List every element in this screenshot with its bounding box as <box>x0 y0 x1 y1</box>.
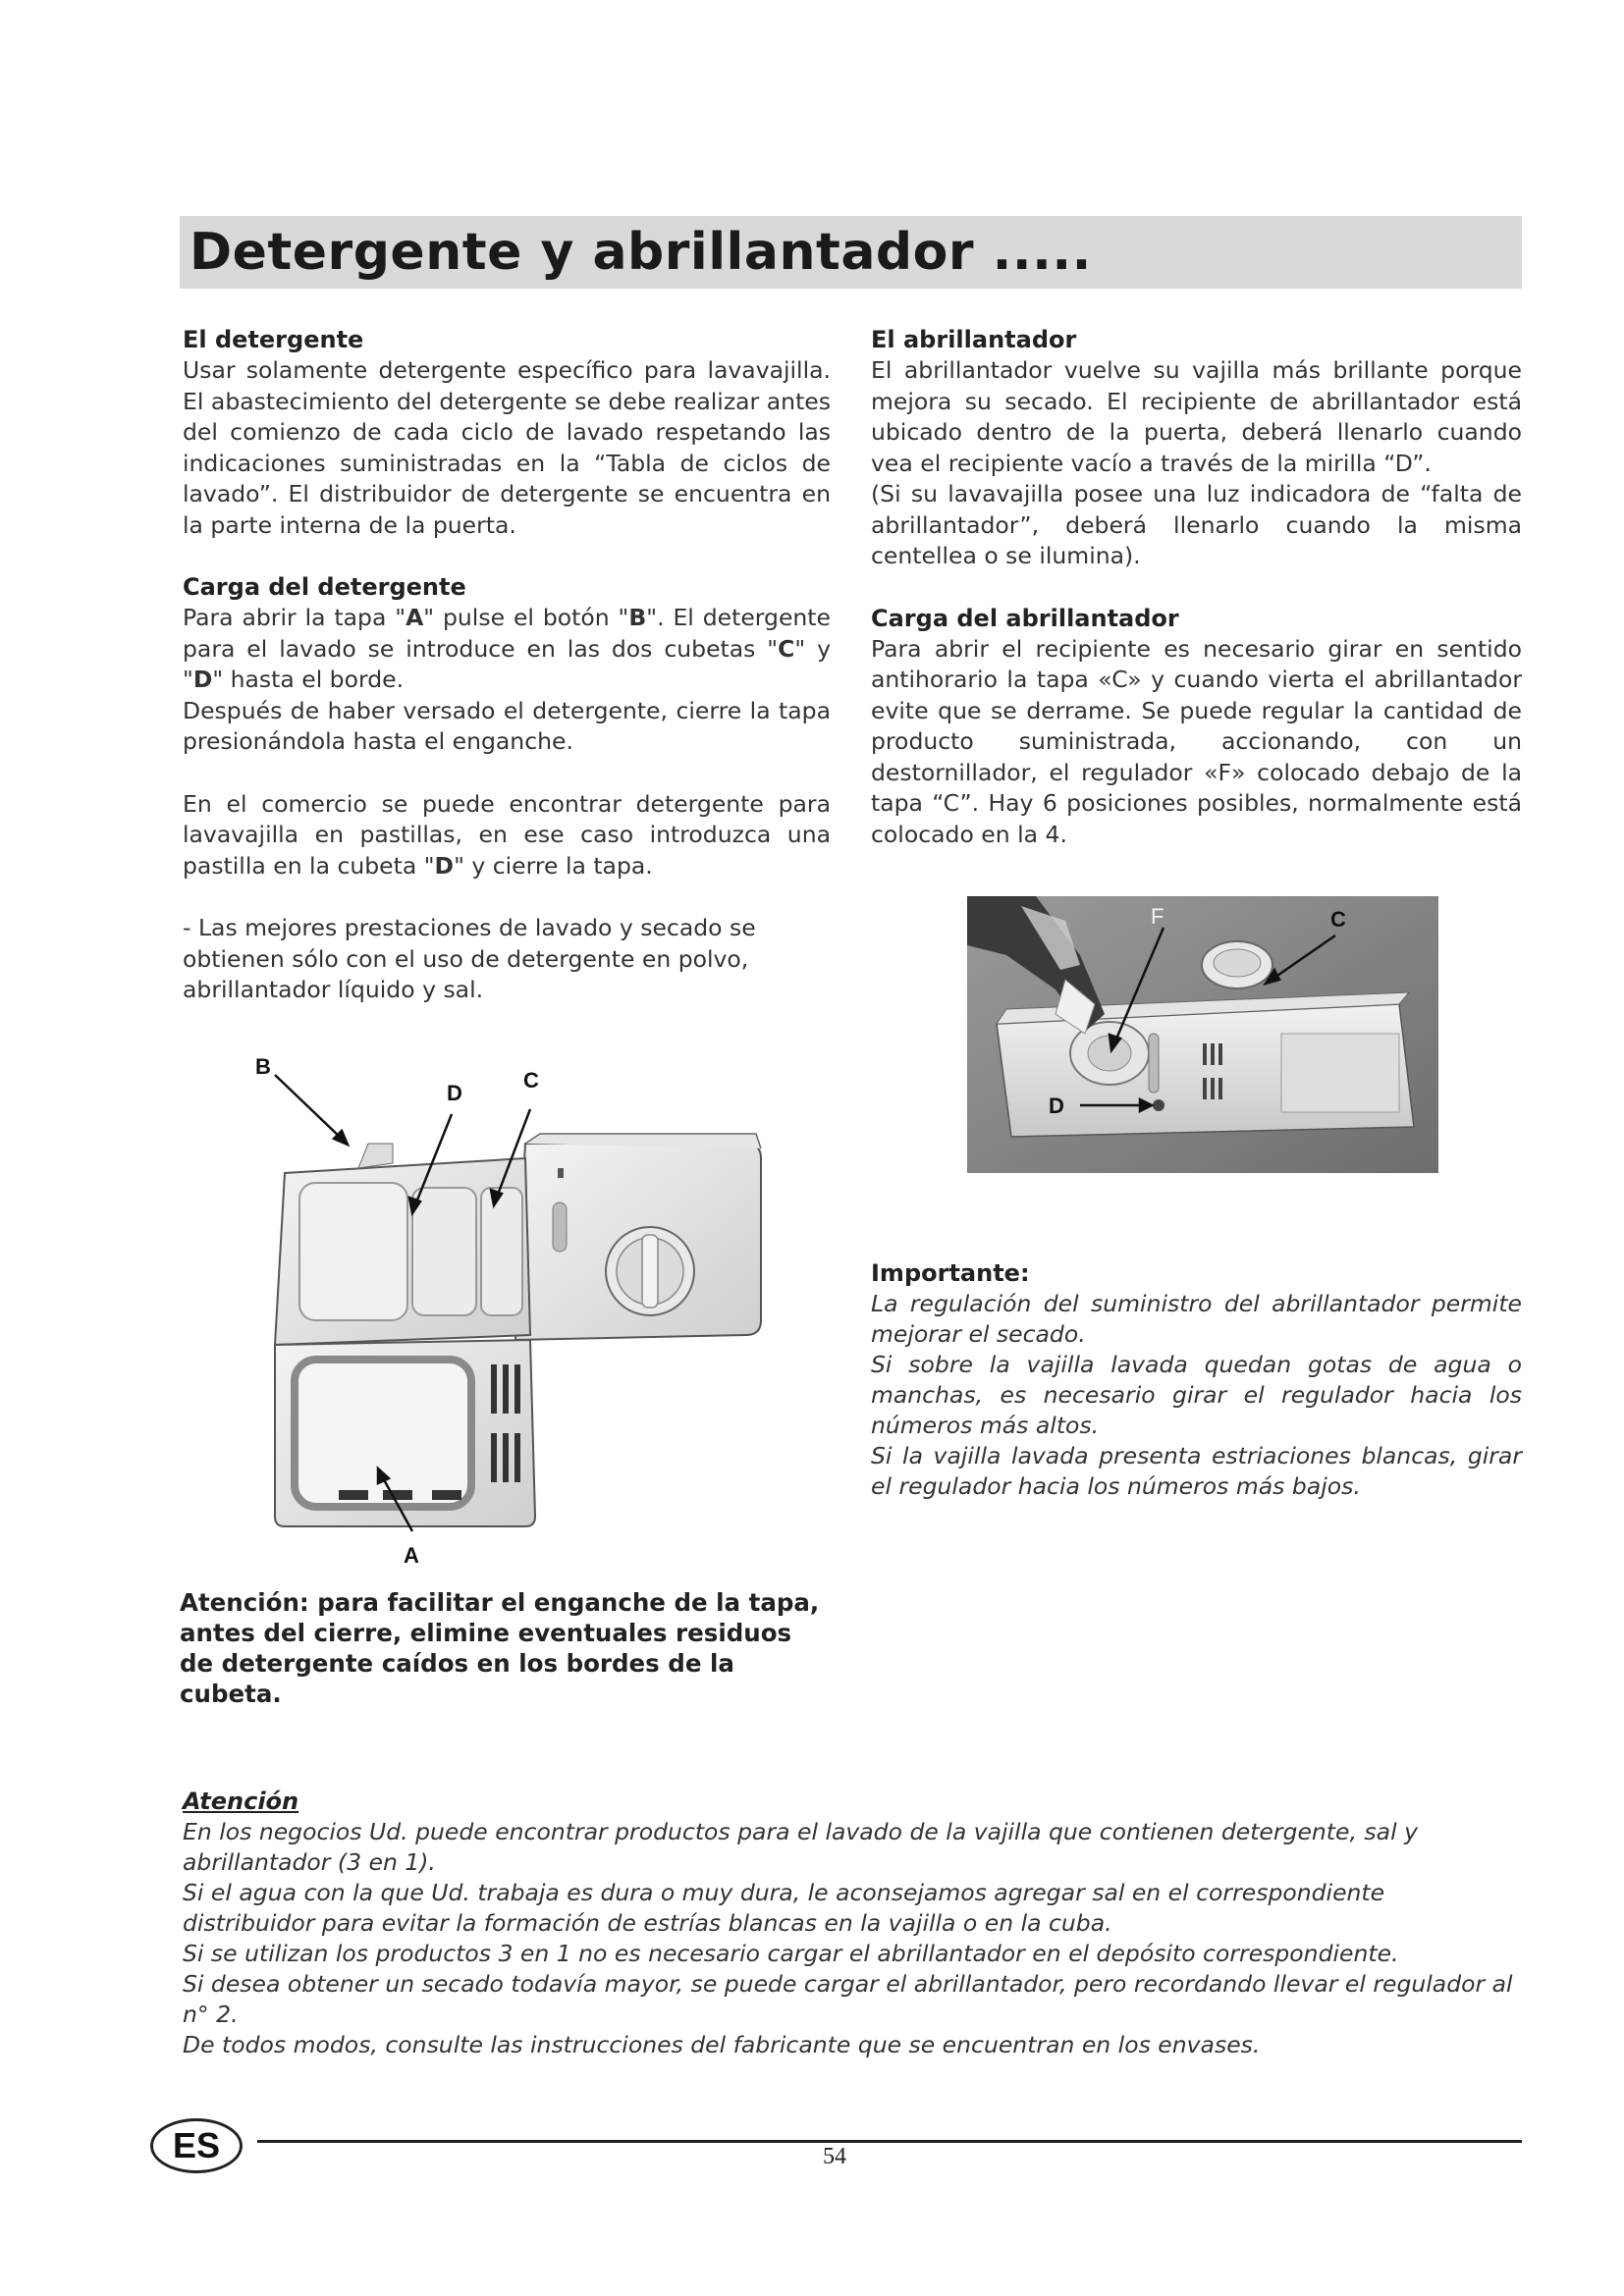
detergent-text: Usar solamente detergente específico para lavavajilla. El abastecimiento del detergente se debe realizar antes del comienzo de cada ciclo de lavado respetando las indicaciones suministradas en la “Tabla de ciclos de lavado”. El distribuidor de detergente se encuentra en la parte interna de la puerta. <box>183 356 831 539</box>
load-detergent-heading: Carga del detergente <box>183 573 466 601</box>
left-column <box>183 325 831 1006</box>
attention-p2: Si el agua con la que Ud. trabaja es dura o muy dura, le aconsejamos agregar sal en el correspondiente distribuidor para evitar la formación de estrías blancas en la vajilla o en la cuba. <box>183 1879 1385 1937</box>
load-detergent-p4: - Las mejores prestaciones de lavado y secado se obtienen sólo con el uso de detergente en polvo, abrillantador líquido y sal. <box>183 914 756 1003</box>
load-detergent-p3: En el comercio se puede encontrar detergente para lavavajilla en pastillas, en ese caso introduzca una pastilla en la cubeta "D" y cierre la tapa. <box>183 789 831 880</box>
attention-box <box>183 1787 1522 2060</box>
load-rinse-aid-heading: Carga del abrillantador <box>871 604 1179 632</box>
rinse-aid-photo <box>967 896 1438 1173</box>
warning-note: Atención: para facilitar el enganche de la tapa, antes del cierre, elimine eventuales residuos de detergente caídos en los bordes de la cubeta. <box>180 1588 820 1708</box>
attention-p1: En los negocios Ud. puede encontrar productos para el lavado de la vajilla que contienen detergente, sal y abrillantador (3 en 1). <box>183 1818 1418 1876</box>
detergent-heading: El detergente <box>183 326 364 353</box>
rinse-aid-heading: El abrillantador <box>871 326 1077 353</box>
footer-rule <box>257 2140 1522 2143</box>
load-detergent-p1: Para abrir la tapa "A" pulse el botón "B". El detergente para el lavado se introduce en las dos cubetas "C" y "D" hasta el borde. <box>183 604 831 693</box>
label-f: F <box>1151 904 1164 929</box>
rinse-aid-p2: (Si su lavavajilla posee una luz indicadora de “falta de abrillantador”, deberá llenarlo cuando la misma centellea o se ilumina). <box>871 480 1522 569</box>
right-column <box>871 325 1522 850</box>
important-p2: Si sobre la vajilla lavada quedan gotas de agua o manchas, es necesario girar el regulador hacia los números más altos. <box>871 1351 1522 1439</box>
page-number: 54 <box>823 2144 846 2169</box>
label-c-right: C <box>1330 907 1346 932</box>
attention-p3: Si se utilizan los productos 3 en 1 no es necesario cargar el abrillantador en el depósito correspondiente. <box>183 1940 1399 1967</box>
label-a: A <box>404 1543 419 1568</box>
language-badge: ES <box>150 2118 243 2173</box>
attention-p4: Si desea obtener un secado todavía mayor, se puede cargar el abrillantador, pero recordando llevar el regulador al n° 2. <box>183 1970 1513 2028</box>
important-p1: La regulación del suministro del abrillantador permite mejorar el secado. <box>871 1290 1522 1348</box>
detergent-dispenser-figure <box>245 1050 776 1580</box>
page-title: Detergente y abrillantador ..... <box>189 223 1092 282</box>
label-b: B <box>255 1054 271 1079</box>
label-d: D <box>447 1081 462 1105</box>
important-p3: Si la vajilla lavada presenta estriaciones blancas, girar el regulador hacia los números más bajos. <box>871 1442 1522 1500</box>
section-title-bar <box>180 216 1522 289</box>
label-d-right: D <box>1049 1094 1064 1118</box>
rinse-aid-p1: El abrillantador vuelve su vajilla más brillante porque mejora su secado. El recipiente de abrillantador está ubicado dentro de la puerta, deberá llenarlo cuando vea el recipiente vacío a través de la mirilla “D”. <box>871 356 1522 477</box>
important-title: Importante: <box>871 1259 1030 1287</box>
important-note <box>871 1258 1522 1502</box>
attention-p5: De todos modos, consulte las instrucciones del fabricante que se encuentran en los envases. <box>183 2031 1261 2058</box>
load-detergent-p2: Después de haber versado el detergente, cierre la tapa presionándola hasta el enganche. <box>183 696 831 755</box>
load-rinse-aid-text: Para abrir el recipiente es necesario girar en sentido antihorario la tapa «C» y cuando vierta el abrillantador evite que se derrame. Se puede regular la cantidad de producto suministrada, accionando, con un destornillador, el regulador «F» colocado debajo de la tapa “C”. Hay 6 posiciones posibles, normalmente está colocado en la 4. <box>871 634 1522 848</box>
attention-title: Atención <box>183 1788 299 1815</box>
label-c: C <box>523 1068 539 1093</box>
